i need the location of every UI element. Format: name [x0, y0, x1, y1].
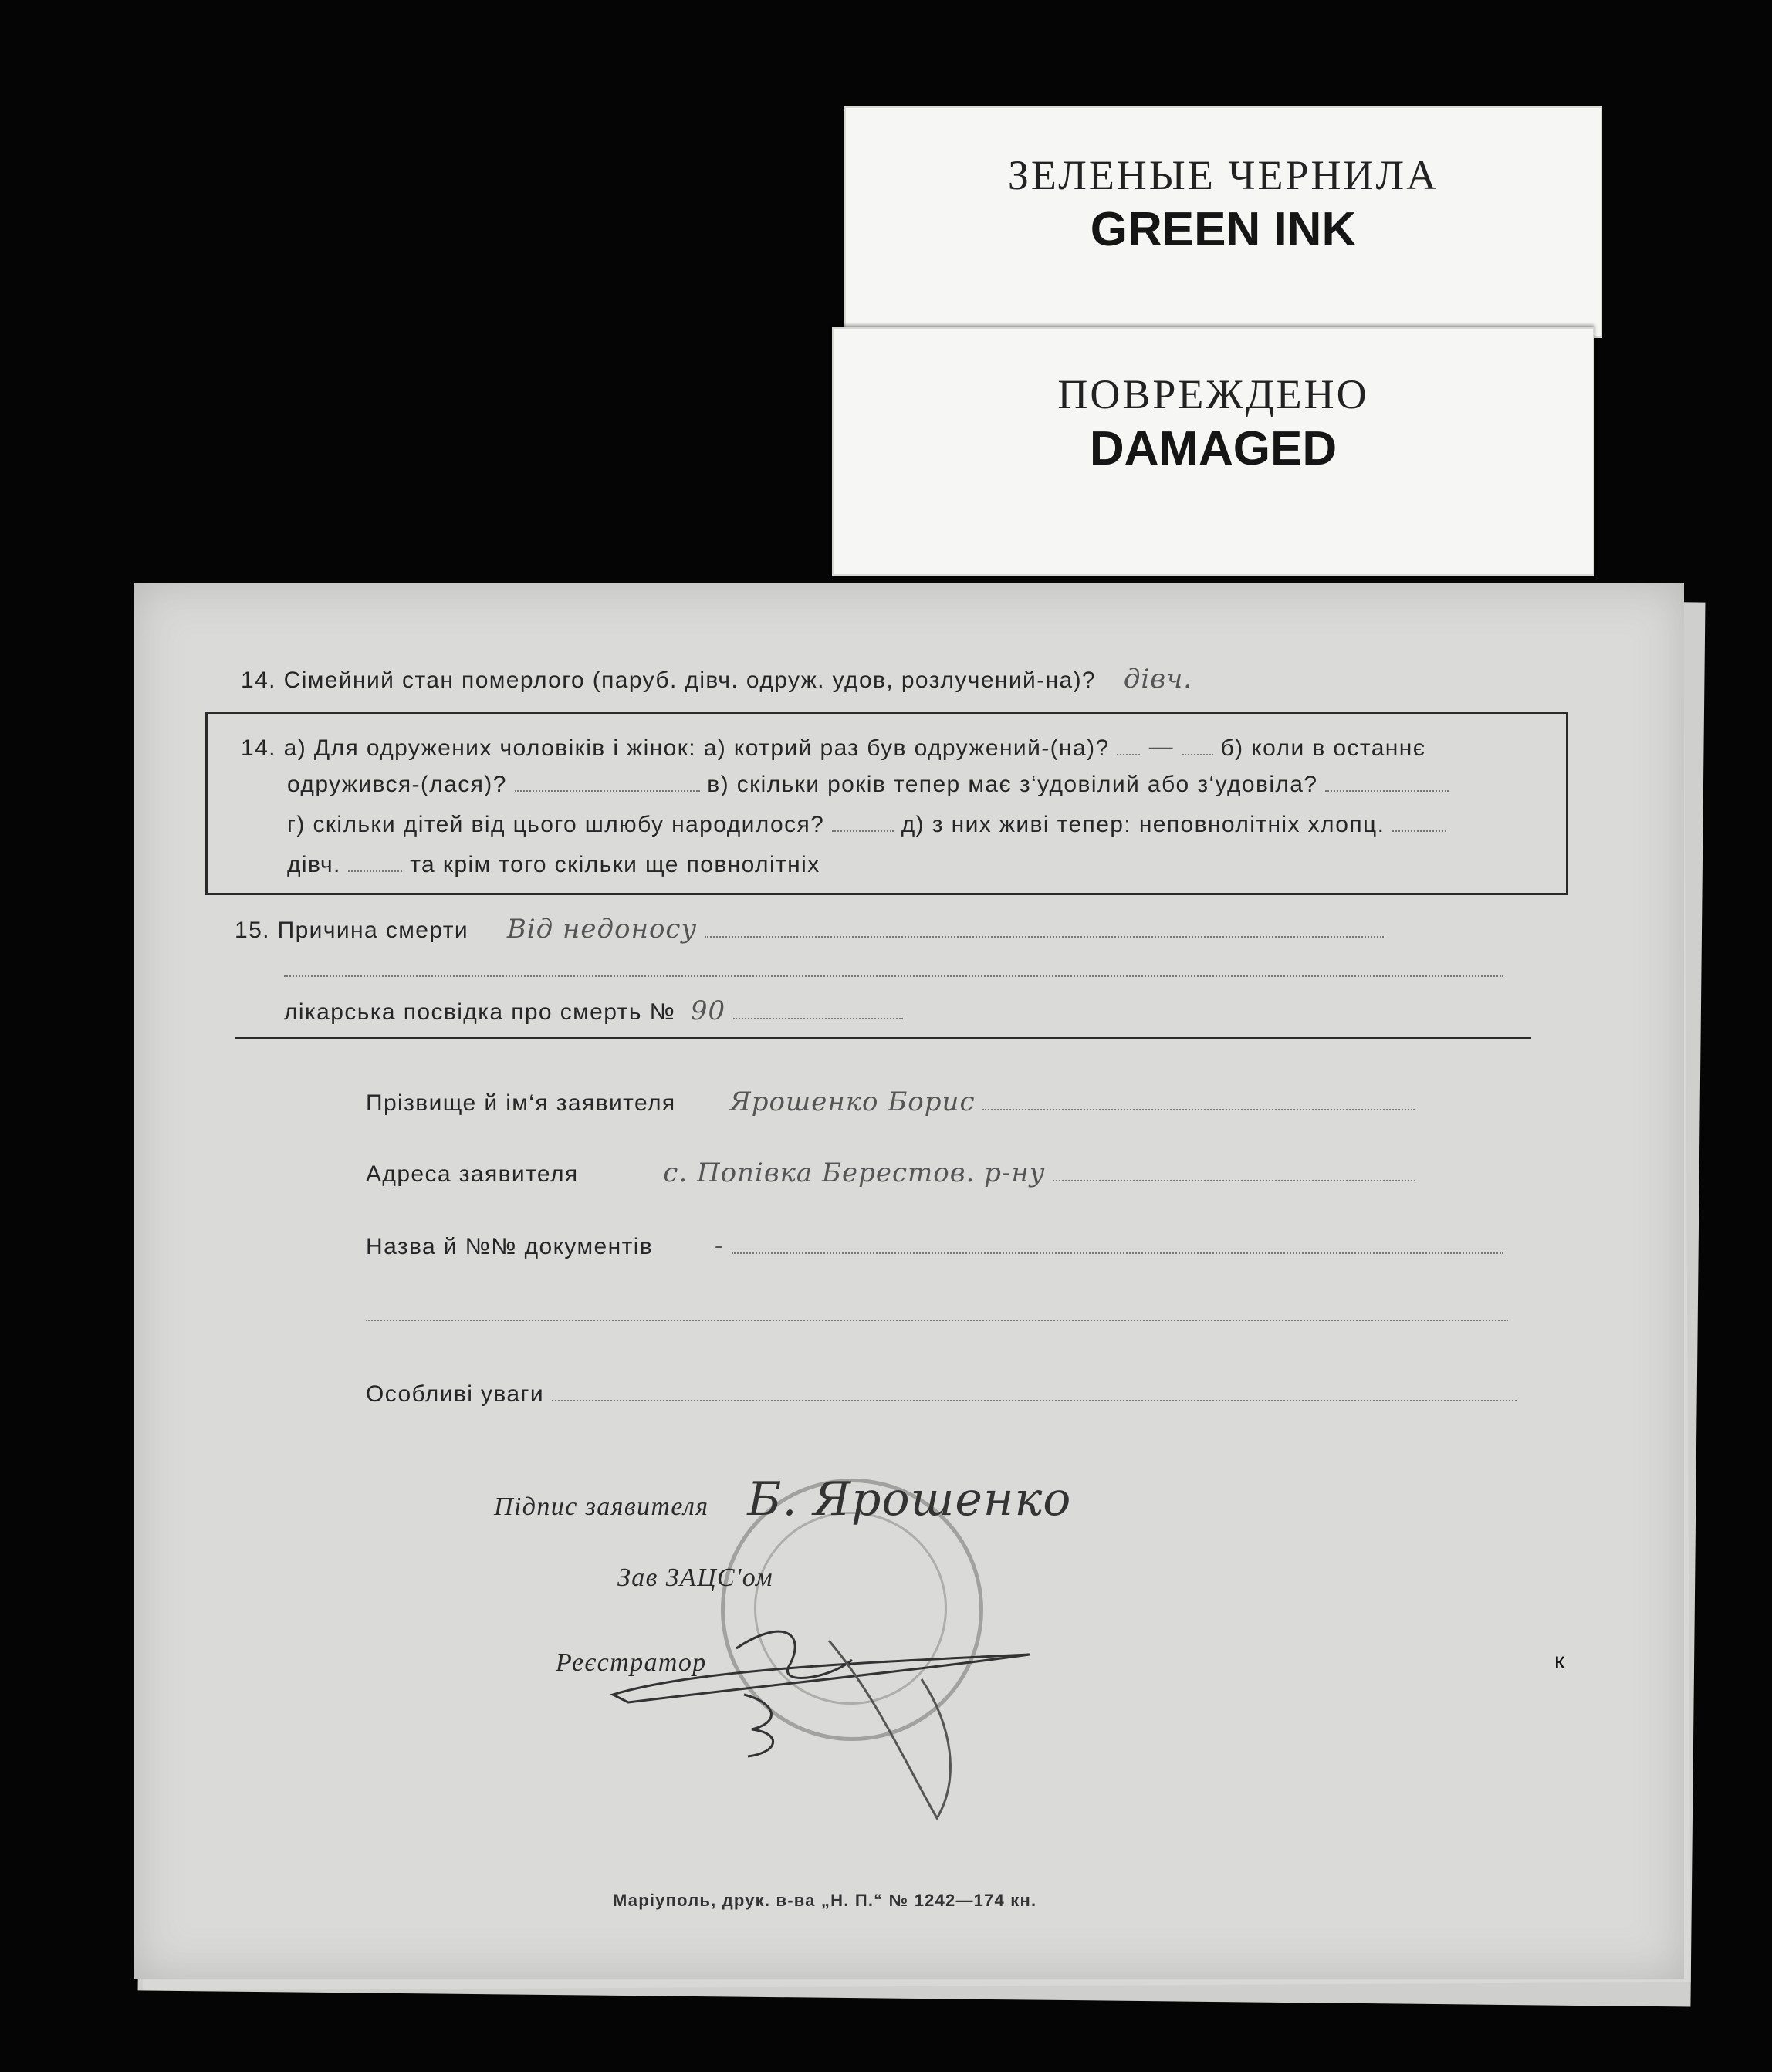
q14-answer: дівч. — [1123, 664, 1193, 695]
applicant-address: с. Попівка Берестов. р-ну — [663, 1158, 1046, 1188]
q14a-line4a: дівч. — [287, 852, 341, 877]
applicant-name-row — [366, 1087, 1415, 1117]
q14-row — [241, 664, 1192, 695]
head-label: Зав ЗАЦС'ом — [617, 1563, 774, 1592]
q14a-line1a: 14. а) Для одружених чоловіків і жінок: а) котрий раз був одружений-(на)? — [241, 735, 1110, 761]
cert-label: лікарська посвідка про смерть № — [284, 999, 676, 1025]
damaged-label-card — [832, 327, 1594, 576]
applicant-address-label: Адреса заявителя — [366, 1161, 579, 1187]
registrar-label: Реєстратор — [556, 1648, 707, 1677]
signature-value: Б. Ярошенко — [747, 1472, 1072, 1526]
q14a-row-2 — [287, 772, 1449, 798]
q14a-line2a: одружився-(лася)? — [287, 772, 507, 797]
signature-row — [494, 1472, 1071, 1526]
notes-row — [366, 1381, 1517, 1408]
q15-answer: Від недоносу — [506, 914, 698, 945]
q14a-row-4 — [287, 852, 820, 878]
documents-label: Назва й №№ документів — [366, 1234, 654, 1259]
damaged-en: DAMAGED — [1089, 422, 1337, 475]
notes-label: Особливі уваги — [366, 1381, 544, 1407]
q14a-line3a: г) скільки дітей від цього шлюбу народилося? — [287, 812, 825, 837]
signature-label: Підпис заявителя — [494, 1492, 709, 1521]
registrar-signature-scribble — [597, 1587, 1292, 1841]
documents-row — [366, 1230, 1503, 1261]
q14a-line3b: д) з них живі тепер: неповнолітніх хлопц. — [901, 812, 1385, 837]
q14a-line1b: б) коли в останнє — [1220, 735, 1426, 761]
cert-number: 90 — [690, 995, 726, 1026]
q14a-answer: — — [1148, 732, 1175, 762]
documents-value: - — [714, 1230, 725, 1261]
q15-row — [235, 914, 1384, 945]
q14a-line4b: та крім того скільки ще повнолітніх — [410, 852, 820, 877]
q14-label: 14. Сімейний стан померлого (паруб. дівч. одруж. удов, розлучений-на)? — [241, 668, 1097, 693]
cert-row — [284, 995, 903, 1026]
q14a-row-3 — [287, 812, 1446, 838]
section-divider — [235, 1037, 1531, 1039]
form-page — [134, 583, 1684, 1979]
q15-label: 15. Причина смерти — [235, 918, 469, 943]
damaged-ru: ПОВРЕЖДЕНО — [1057, 371, 1369, 417]
green-ink-label-card — [844, 106, 1602, 338]
green-ink-ru: ЗЕЛЕНЫЕ ЧЕРНИЛА — [1007, 152, 1439, 198]
q14a-row-1 — [241, 732, 1425, 762]
q14a-line2b: в) скільки років тепер має з‘удовілий або з‘удовіла? — [707, 772, 1318, 797]
applicant-name-label: Прізвище й ім‘я заявителя — [366, 1090, 676, 1116]
edge-letter: к — [1554, 1648, 1565, 1674]
printer-footer: Маріуполь, друк. в-ва „Н. П.“ № 1242—174 кн. — [613, 1891, 1037, 1910]
applicant-address-row — [366, 1158, 1415, 1188]
green-ink-en: GREEN INK — [1090, 203, 1357, 256]
applicant-name: Ярошенко Борис — [729, 1087, 976, 1117]
